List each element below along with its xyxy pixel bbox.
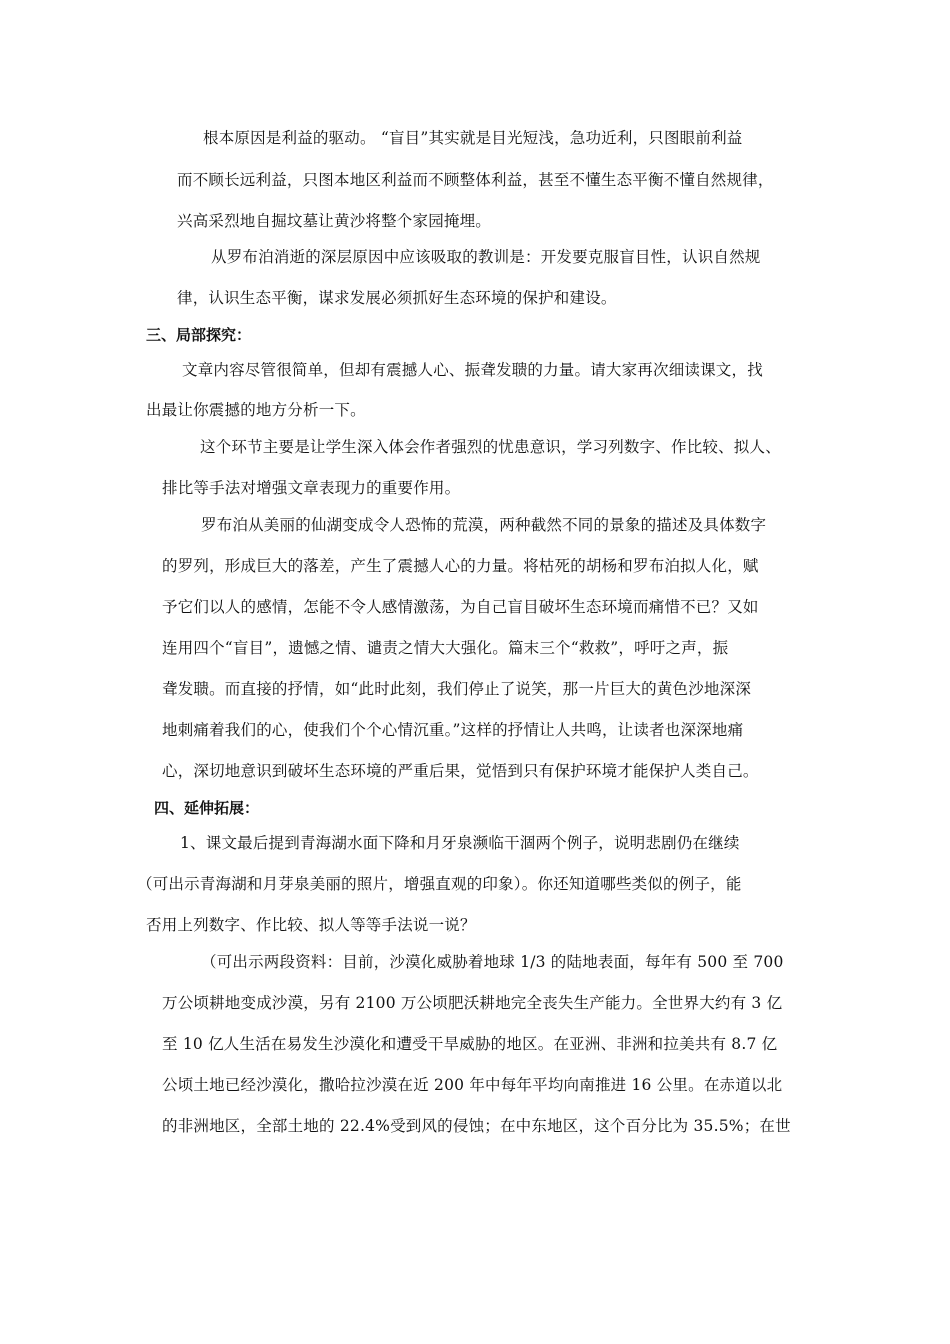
paragraph-line: （可出示青海湖和月芽泉美丽的照片，增强直观的印象）。你还知道哪些类似的例子，能 — [137, 875, 742, 893]
paragraph-line: 的罗列，形成巨大的落差，产生了震撼人心的力量。将枯死的胡杨和罗布泊拟人化，赋 — [162, 557, 759, 575]
paragraph-line: 公顷土地已经沙漠化，撒哈拉沙漠在近 200 年中每年平均向南推进 16 公里。在赤道以北 — [162, 1076, 783, 1094]
paragraph-line: 文章内容尽管很简单，但却有震撼人心、振聋发聩的力量。请大家再次细读课文，找 — [182, 361, 763, 379]
paragraph-line: 出最让你震撼的地方分析一下。 — [146, 401, 366, 419]
paragraph-line: 聋发聩。而直接的抒情，如“此时此刻，我们停止了说笑，那一片巨大的黄色沙地深深 — [162, 680, 752, 698]
paragraph-line: 地刺痛着我们的心，使我们个个心情沉重。”这样的抒情让人共鸣，让读者也深深地痛 — [162, 721, 744, 739]
paragraph-line: 根本原因是利益的驱动。 “盲目”其实就是目光短浅，急功近利，只图眼前利益 — [203, 129, 743, 147]
paragraph-line: 至 10 亿人生活在易发生沙漠化和遭受干旱威胁的地区。在亚洲、非洲和拉美共有 8.7 亿 — [162, 1035, 778, 1053]
section-heading-local-inquiry: 三、局部探究： — [146, 326, 252, 344]
paragraph-line: 律，认识生态平衡，谋求发展必须抓好生态环境的保护和建设。 — [177, 289, 617, 307]
paragraph-line: 从罗布泊消逝的深层原因中应该吸取的教训是：开发要克服盲目性，认识自然规 — [211, 248, 761, 266]
paragraph-line: （可出示两段资料：目前，沙漠化威胁着地球 1/3 的陆地表面，每年有 500 至 700 — [201, 953, 784, 971]
section-heading-extension: 四、延伸拓展： — [154, 799, 260, 817]
paragraph-line: 的非洲地区，全部土地的 22.4%受到风的侵蚀；在中东地区，这个百分比为 35.5%；在世 — [162, 1117, 791, 1135]
paragraph-line: 心，深切地意识到破坏生态环境的严重后果，觉悟到只有保护环境才能保护人类自己。 — [162, 762, 759, 780]
paragraph-line: 这个环节主要是让学生深入体会作者强烈的忧患意识，学习列数字、作比较、拟人、 — [200, 438, 781, 456]
paragraph-line: 否用上列数字、作比较、拟人等等手法说一说？ — [146, 916, 476, 934]
paragraph-line: 兴高采烈地自掘坟墓让黄沙将整个家园掩埋。 — [177, 212, 492, 230]
paragraph-line: 排比等手法对增强文章表现力的重要作用。 — [162, 479, 461, 497]
paragraph-line: 连用四个“盲目”，遗憾之情、谴责之情大大强化。篇末三个“救救”，呼吁之声，振 — [162, 639, 729, 657]
paragraph-line: 万公顷耕地变成沙漠，另有 2100 万公顷肥沃耕地完全丧失生产能力。全世界大约有 3 亿 — [162, 994, 783, 1012]
paragraph-line: 1、课文最后提到青海湖水面下降和月牙泉濒临干涸两个例子，说明悲剧仍在继续 — [180, 834, 740, 852]
paragraph-line: 罗布泊从美丽的仙湖变成令人恐怖的荒漠，两种截然不同的景象的描述及具体数字 — [201, 516, 767, 534]
paragraph-line: 予它们以人的感情，怎能不令人感情激荡，为自己盲目破坏生态环境而痛惜不已？又如 — [162, 598, 759, 616]
paragraph-line: 而不顾长远利益，只图本地区利益而不顾整体利益，甚至不懂生态平衡不懂自然规律， — [177, 171, 774, 189]
